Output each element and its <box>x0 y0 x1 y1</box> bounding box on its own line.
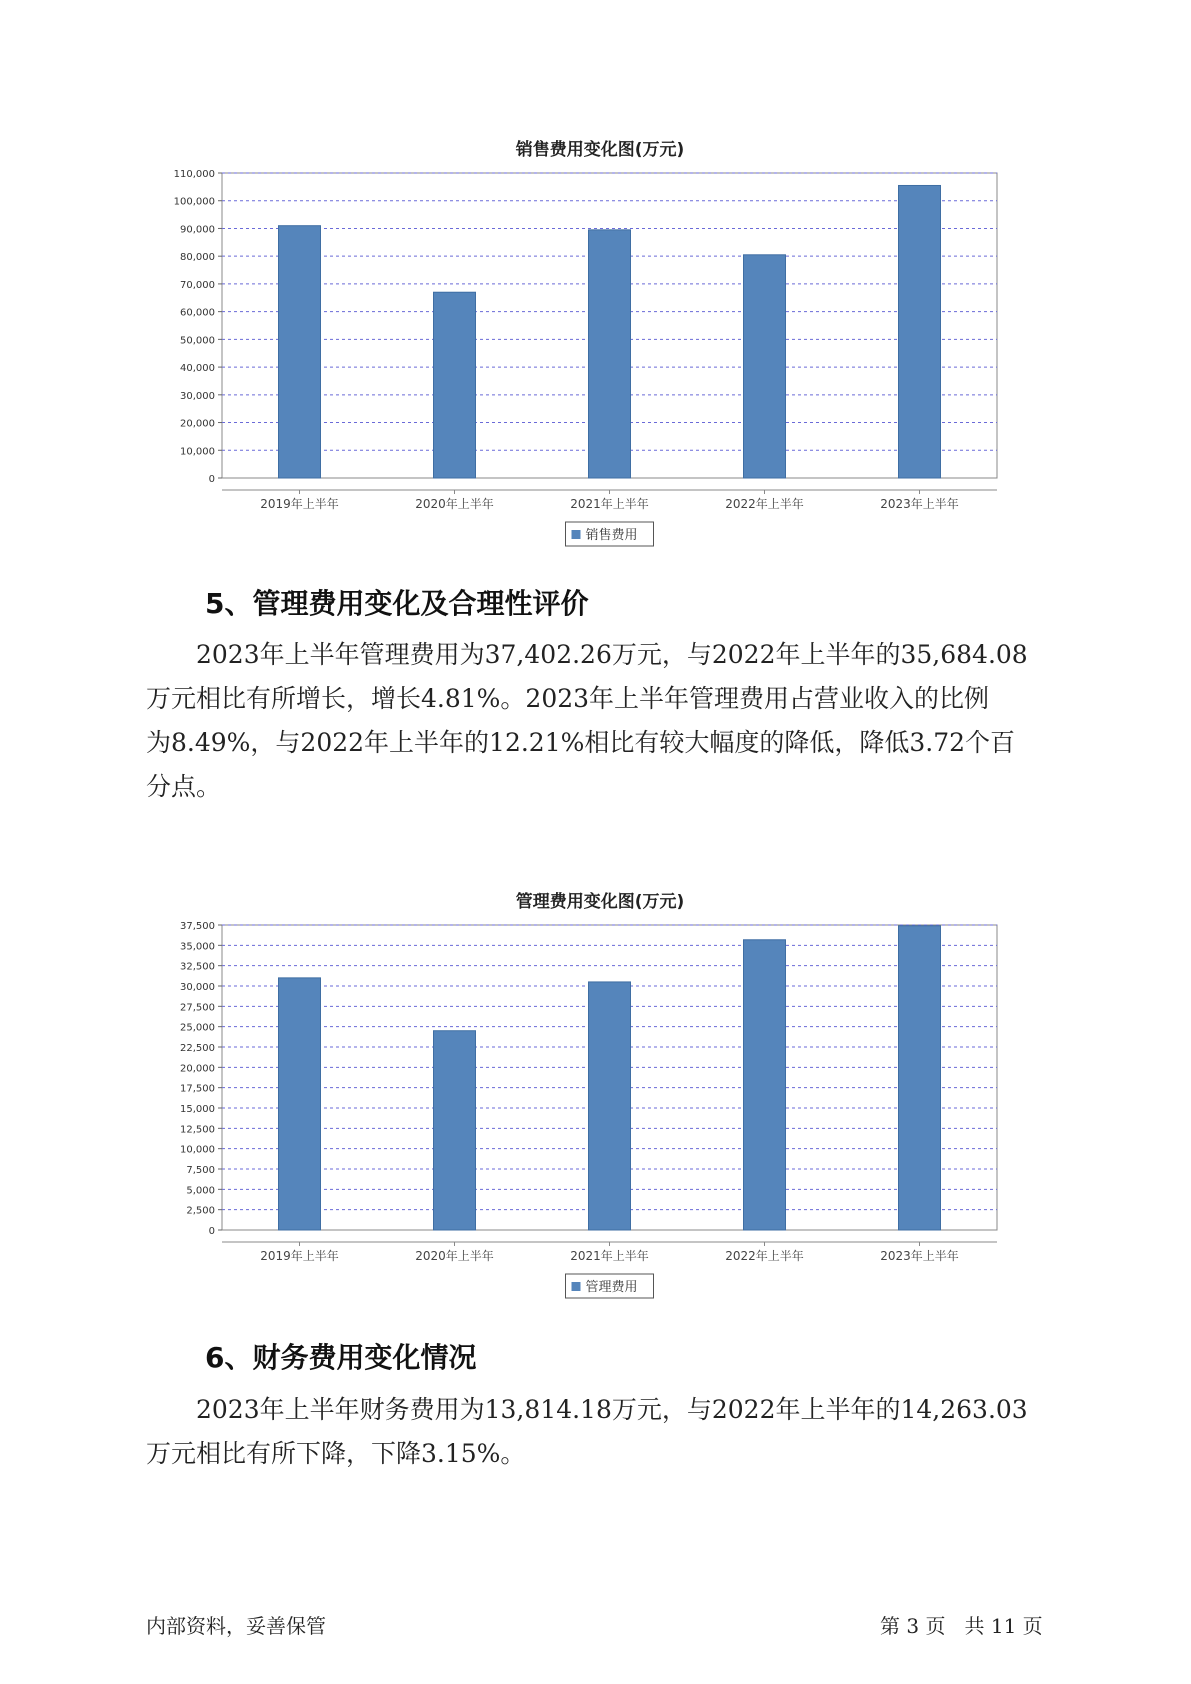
y-tick-label: 20,000 <box>180 1063 215 1075</box>
y-tick-label: 110,000 <box>173 169 215 180</box>
y-tick-label: 17,500 <box>180 1083 215 1095</box>
y-tick-label: 20,000 <box>180 418 215 430</box>
paragraph-line: 2023年上半年管理费用为37,402.26万元，与2022年上半年的35,684.08 <box>196 640 1028 669</box>
y-tick-label: 100,000 <box>173 196 215 208</box>
bar <box>899 185 941 478</box>
y-tick-label: 70,000 <box>180 279 215 291</box>
paragraph-line: 为8.49%，与2022年上半年的12.21%相比有较大幅度的降低，降低3.72个百 <box>146 728 1016 757</box>
bar <box>589 982 631 1230</box>
legend-label: 销售费用 <box>585 528 638 543</box>
mgmt-expense-chart <box>160 887 1040 1307</box>
bar <box>434 1031 476 1230</box>
y-tick-label: 25,000 <box>180 1022 215 1034</box>
x-tick-label: 2020年上半年 <box>415 497 494 511</box>
y-tick-label: 0 <box>208 1226 215 1237</box>
y-tick-label: 5,000 <box>186 1185 215 1197</box>
bar <box>434 292 476 478</box>
x-tick-label: 2021年上半年 <box>570 497 649 511</box>
x-tick-label: 2021年上半年 <box>570 1249 649 1263</box>
x-tick-label: 2022年上半年 <box>725 1249 804 1263</box>
y-tick-label: 30,000 <box>180 390 215 402</box>
y-tick-label: 15,000 <box>180 1104 215 1115</box>
footer-page-number: 第 3 页 共 11 页 <box>880 1614 1043 1638</box>
y-tick-label: 12,500 <box>180 1124 215 1136</box>
sales-expense-chart <box>160 135 1040 555</box>
chart-title: 管理费用变化图(万元) <box>515 892 685 912</box>
y-tick-label: 60,000 <box>180 307 215 319</box>
x-tick-label: 2023年上半年 <box>880 1249 959 1263</box>
y-tick-label: 10,000 <box>180 1144 215 1156</box>
legend-swatch <box>572 530 581 539</box>
x-tick-label: 2023年上半年 <box>880 497 959 511</box>
paragraph-mgmt <box>146 633 1076 809</box>
paragraph-line: 万元相比有所增长，增长4.81%。2023年上半年管理费用占营业收入的比例 <box>146 684 990 713</box>
chart-title: 销售费用变化图(万元) <box>515 140 685 160</box>
paragraph-line: 万元相比有所下降，下降3.15%。 <box>146 1439 526 1468</box>
x-tick-label: 2022年上半年 <box>725 497 804 511</box>
x-tick-label: 2020年上半年 <box>415 1249 494 1263</box>
y-tick-label: 35,000 <box>180 941 215 953</box>
paragraph-line: 分点。 <box>146 772 222 801</box>
legend-label: 管理费用 <box>585 1280 638 1295</box>
legend-swatch <box>572 1282 581 1291</box>
y-tick-label: 40,000 <box>180 363 215 375</box>
bar <box>279 978 321 1230</box>
y-tick-label: 10,000 <box>180 446 215 458</box>
y-tick-label: 80,000 <box>180 252 215 264</box>
bar <box>279 226 321 478</box>
footer-confidential: 内部资料，妥善保管 <box>146 1614 326 1638</box>
chart-svg <box>160 163 1040 563</box>
x-tick-label: 2019年上半年 <box>260 1249 339 1263</box>
y-tick-label: 0 <box>208 474 215 485</box>
y-tick-label: 2,500 <box>186 1205 215 1217</box>
y-tick-label: 7,500 <box>186 1165 215 1176</box>
section-heading-mgmt: 5、管理费用变化及合理性评价 <box>205 587 589 620</box>
y-tick-label: 27,500 <box>180 1002 215 1014</box>
y-tick-label: 90,000 <box>180 224 215 236</box>
section-heading-finance: 6、财务费用变化情况 <box>205 1341 477 1374</box>
bar <box>744 255 786 478</box>
bar <box>589 230 631 478</box>
y-tick-label: 50,000 <box>180 335 215 347</box>
chart-svg <box>160 915 1040 1315</box>
y-tick-label: 22,500 <box>180 1043 215 1054</box>
y-tick-label: 37,500 <box>180 921 215 932</box>
x-tick-label: 2019年上半年 <box>260 497 339 511</box>
y-tick-label: 30,000 <box>180 982 215 993</box>
y-tick-label: 32,500 <box>180 961 215 973</box>
paragraph-line: 2023年上半年财务费用为13,814.18万元，与2022年上半年的14,263.03 <box>196 1395 1028 1424</box>
bar <box>744 940 786 1230</box>
paragraph-finance <box>146 1388 1076 1476</box>
bar <box>899 926 941 1230</box>
